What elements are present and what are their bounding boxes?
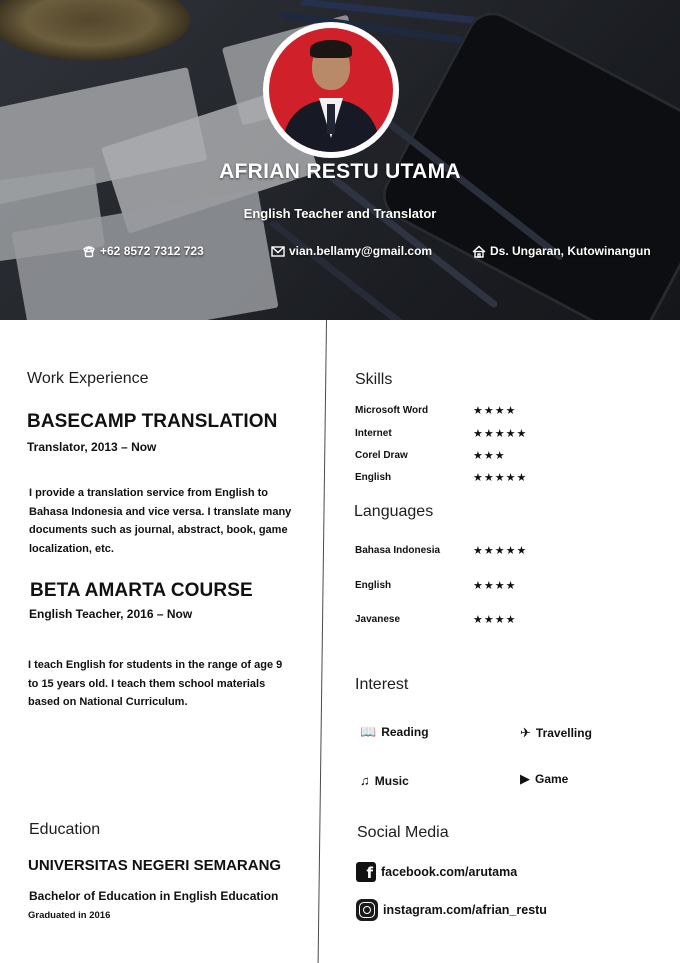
instagram-icon [356,899,378,921]
language-row [355,545,555,561]
language-rating: ★★★★ [473,614,517,626]
contact-phone-text: +62 8572 7312 723 [100,244,204,258]
interest-label: Music [374,773,409,788]
education-graduated: Graduated in 2016 [28,910,111,921]
person-name: AFRIAN RESTU UTAMA [219,160,461,183]
interest-item [360,773,409,788]
contact-phone[interactable] [82,244,204,258]
education-heading: Education [29,821,101,838]
envelope-icon [271,245,285,258]
social-media-heading: Social Media [357,824,449,841]
interest-label: Reading [381,725,429,739]
job-company: BETA AMARTA COURSE [30,580,253,601]
instagram-link[interactable]: instagram.com/afrian_restu [383,903,547,917]
person-role: English Teacher and Translator [243,206,437,221]
work-experience-heading: Work Experience [27,370,149,387]
airplane-icon: ✈ [520,725,531,740]
telephone-icon [82,245,96,258]
education-school: UNIVERSITAS NEGERI SEMARANG [28,857,282,874]
music-icon: ♫ [360,773,370,788]
interest-item [360,724,429,740]
language-rating: ★★★★ [473,580,517,592]
language-row [355,580,555,596]
job-description: I provide a translation service from English to Bahasa Indonesia and vice versa. I translate many documents such as journal, abstract, book, game localization, etc. [29,487,292,555]
game-icon: ▶ [520,771,530,786]
job-position: Translator, 2013 – Now [27,440,157,454]
profile-photo-image [269,28,393,152]
contact-address-text: Ds. Ungaran, Kutowinangun [490,244,651,258]
languages-heading: Languages [354,503,434,520]
language-label: Bahasa Indonesia [355,545,441,556]
language-label: English [355,580,392,591]
skill-rating: ★★★★ [473,405,517,417]
header-banner [0,0,680,320]
home-icon [472,245,486,258]
language-row [355,614,555,630]
contact-email[interactable] [271,244,432,258]
skill-row [355,450,555,466]
skill-rating: ★★★ [473,450,506,462]
job-position: English Teacher, 2016 – Now [29,607,193,621]
profile-photo [263,22,399,158]
interest-item [520,771,568,787]
facebook-link[interactable]: facebook.com/arutama [381,865,518,879]
skill-label: Microsoft Word [355,405,429,416]
job-company: BASECAMP TRANSLATION [27,411,278,432]
language-rating: ★★★★★ [473,545,528,557]
skill-row [355,472,555,488]
column-divider [318,320,327,963]
skill-row [355,405,555,421]
education-degree: Bachelor of Education in English Education [29,889,279,903]
facebook-icon: f [356,862,376,882]
social-facebook[interactable] [356,862,517,882]
interest-label: Game [535,772,569,786]
interest-heading: Interest [355,676,409,693]
skill-row [355,428,555,444]
skill-label: English [355,472,392,483]
contact-email-text: vian.bellamy@gmail.com [289,244,433,258]
skills-heading: Skills [355,371,393,388]
job-description: I teach English for students in the range of age 9 to 15 years old. I teach them school materials based on National Curriculum. [28,659,283,708]
skill-label: Internet [355,428,392,439]
book-icon: 📖 [360,724,377,739]
language-label: Javanese [355,614,401,625]
interest-item [520,725,592,741]
social-instagram[interactable] [356,899,547,921]
contact-address [472,244,651,258]
skill-label: Corel Draw [355,450,408,461]
skill-rating: ★★★★★ [473,472,528,484]
interest-label: Travelling [535,726,592,740]
skill-rating: ★★★★★ [473,428,528,440]
